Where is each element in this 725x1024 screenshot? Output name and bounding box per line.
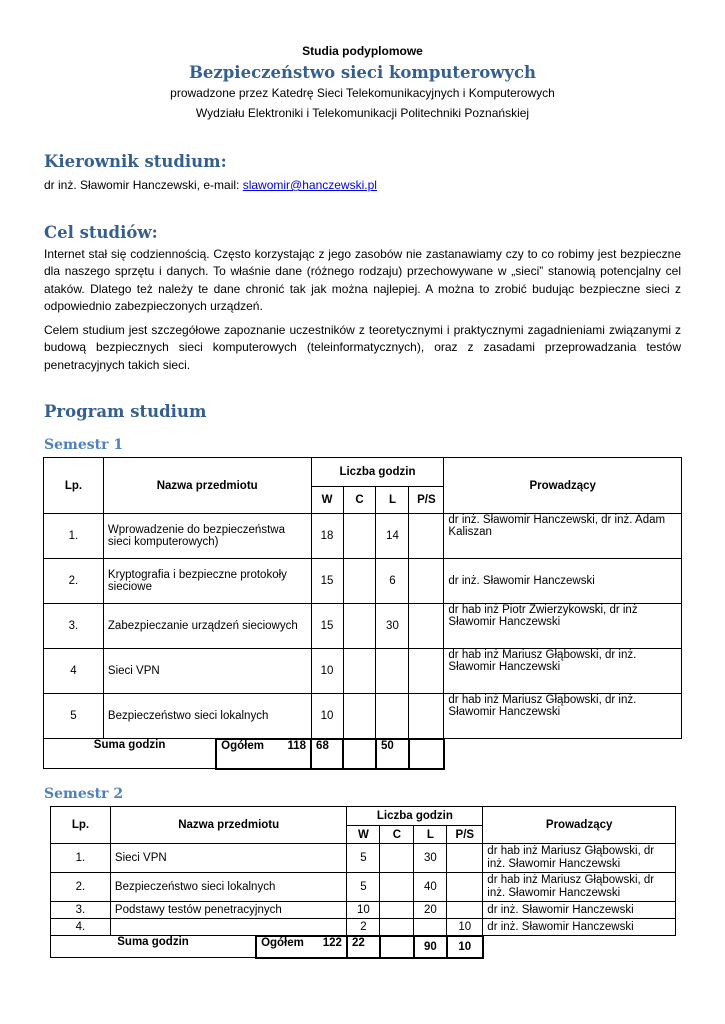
sum-ps: 10 [447,936,483,958]
cell-name: Bezpieczeństwo sieci lokalnych [103,694,311,739]
head-heading: Kierownik studium: [44,152,227,171]
table-row [51,873,676,902]
cell-ps [409,514,444,559]
semester-2-heading: Semestr 2 [44,786,124,802]
cell-ps [447,873,483,902]
program-heading: Program studium [44,402,207,421]
table-row [44,604,682,649]
sum-w: 22 [347,936,380,958]
sum-row [51,936,676,958]
sum-total-cell [256,936,347,958]
cell-lp: 3. [51,902,111,919]
cell-w: 10 [311,694,343,739]
cell-lp: 1. [51,844,111,873]
col-lecturer: Prowadzący [483,807,676,844]
page-title: Bezpieczeństwo sieci komputerowych [188,63,537,82]
col-ps: P/S [409,487,444,514]
sum-empty [444,739,682,769]
cell-ps [409,604,444,649]
cell-name: Zabezpieczanie urządzeń sieciowych [103,604,311,649]
cell-ps: 10 [447,919,483,936]
cell-ps [409,649,444,694]
cell-lecturer: dr inż. Sławomir Hanczewski [483,902,676,919]
col-name: Nazwa przedmiotu [103,458,311,514]
cell-lp: 3. [44,604,104,649]
cell-lecturer: dr hab inż Piotr Zwierzykowski, dr inż Sławomir Hanczewski [444,604,682,649]
sum-c [343,739,376,769]
program-type: Studia podyplomowe [302,44,423,58]
cell-c [343,649,376,694]
sum-label: Suma godzin [51,936,257,958]
col-name: Nazwa przedmiotu [110,807,347,844]
cell-l: 6 [376,559,409,604]
table-row [51,844,676,873]
cell-name: Sieci VPN [110,844,347,873]
cell-name [110,919,347,936]
semester-1-table [43,457,682,770]
col-hours: Liczba godzin [347,807,483,826]
sum-l: 90 [414,936,447,958]
sum-label: Suma godzin [44,739,217,769]
goal-paragraph-1: Internet stał się codziennością. Często korzystając z jego zasobów nie zastanawiamy czy to co robimy jest bezpieczne dla naszego sprzętu i danych. To właśnie dane (różnego rodzaju) przechowywane w „sieci” stanowią potencjalny cel ataków. Dlatego też należy te dane chronić tak jak można najlepiej. A można to zrobić budując bezpieczne sieci z odpowiednio zabezpieczonych urządzeń. [44,247,681,314]
cell-c [343,694,376,739]
cell-lecturer: dr hab inż Mariusz Głąbowski, dr inż. Sławomir Hanczewski [444,649,682,694]
cell-l [376,694,409,739]
col-lp: Lp. [51,807,111,844]
cell-lp: 2. [44,559,104,604]
cell-w: 18 [311,514,343,559]
cell-ps [409,694,444,739]
cell-c [380,873,414,902]
semester-2-table [50,806,676,959]
cell-w: 5 [347,873,380,902]
cell-c [343,604,376,649]
table-row [51,919,676,936]
cell-c [380,844,414,873]
cell-lp: 4 [44,649,104,694]
goal-heading: Cel studiów: [44,223,158,242]
faculty-line: Wydziału Elektroniki i Telekomunikacji Politechniki Poznańskiej [195,106,530,120]
sum-ps [409,739,444,769]
col-c: C [380,826,414,844]
cell-name: Bezpieczeństwo sieci lokalnych [110,873,347,902]
cell-lecturer: dr inż. Sławomir Hanczewski [444,559,682,604]
email-link[interactable]: slawomir@hanczewski.pl [242,178,377,192]
head-contact [44,177,681,194]
cell-lp: 4. [51,919,111,936]
sum-total-cell [216,739,311,769]
cell-w: 5 [347,844,380,873]
cell-l: 40 [414,873,447,902]
cell-name: Wprowadzenie do bezpieczeństwa sieci komputerowych) [103,514,311,559]
sum-w: 68 [311,739,343,769]
sum-total-label: Ogółem [221,739,264,752]
table-row [44,514,682,559]
cell-lecturer: dr hab inż Mariusz Głąbowski, dr inż. Sławomir Hanczewski [483,873,676,902]
col-w: W [347,826,380,844]
sum-total-label: Ogółem [261,936,304,949]
cell-l [414,919,447,936]
cell-name: Kryptografia i bezpieczne protokoły sieciowe [103,559,311,604]
cell-lecturer: dr inż. Sławomir Hanczewski [483,919,676,936]
cell-ps [447,844,483,873]
head-contact-text: dr inż. Sławomir Hanczewski, e-mail: [44,178,243,192]
table-row [44,559,682,604]
cell-lp: 1. [44,514,104,559]
cell-w: 10 [347,902,380,919]
col-hours: Liczba godzin [311,458,444,487]
sum-l: 50 [376,739,409,769]
cell-l: 30 [414,844,447,873]
col-w: W [311,487,343,514]
sum-total-value: 122 [322,936,342,949]
table-row [44,649,682,694]
sum-empty [483,936,676,958]
cell-l: 30 [376,604,409,649]
cell-name: Podstawy testów penetracyjnych [110,902,347,919]
table-row [44,694,682,739]
col-l: L [376,487,409,514]
cell-ps [409,559,444,604]
organizer-line: prowadzone przez Katedrę Sieci Telekomunikacyjnych i Komputerowych [170,86,555,100]
sum-row [44,739,682,769]
cell-lecturer: dr inż. Sławomir Hanczewski, dr inż. Adam Kaliszan [444,514,682,559]
sum-total-value: 118 [287,739,307,752]
cell-c [380,902,414,919]
cell-lp: 2. [51,873,111,902]
col-ps: P/S [447,826,483,844]
sum-c [380,936,414,958]
col-l: L [414,826,447,844]
goal-paragraph-2: Celem studium jest szczegółowe zapoznanie uczestników z teoretycznymi i praktycznymi zagadnieniami związanymi z budową bezpiecznych sieci komputerowych (teleinformatycznych), oraz z zasadami przeprowadzania testów penetracyjnych takich sieci. [44,323,681,372]
col-c: C [343,487,376,514]
cell-w: 15 [311,604,343,649]
cell-c [380,919,414,936]
cell-l [376,649,409,694]
col-lp: Lp. [44,458,104,514]
cell-lp: 5 [44,694,104,739]
cell-c [343,514,376,559]
cell-ps [447,902,483,919]
cell-w: 15 [311,559,343,604]
semester-1-heading: Semestr 1 [44,437,124,453]
cell-lecturer: dr hab inż Mariusz Głąbowski, dr inż. Sławomir Hanczewski [483,844,676,873]
cell-lecturer: dr hab inż Mariusz Głąbowski, dr inż. Sławomir Hanczewski [444,694,682,739]
cell-w: 10 [311,649,343,694]
cell-name: Sieci VPN [103,649,311,694]
cell-l: 20 [414,902,447,919]
col-lecturer: Prowadzący [444,458,682,514]
cell-w: 2 [347,919,380,936]
table-row [51,902,676,919]
cell-l: 14 [376,514,409,559]
cell-c [343,559,376,604]
